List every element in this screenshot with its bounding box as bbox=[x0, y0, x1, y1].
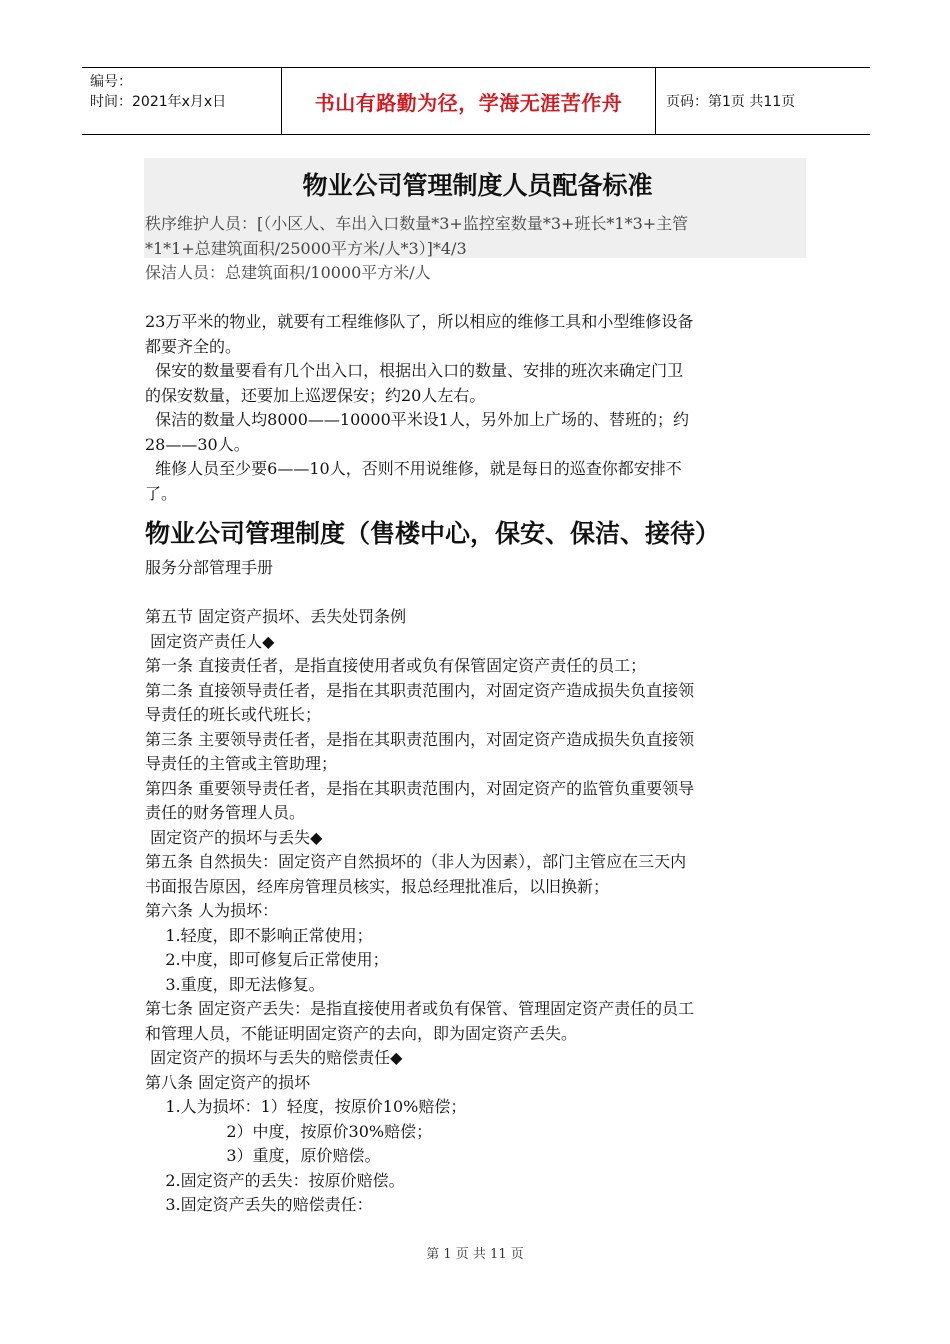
page-footer: 第 1 页 共 11 页 bbox=[426, 1247, 524, 1262]
document-body bbox=[145, 160, 810, 1218]
list-item: 1.轻度，即不影响正常使用； bbox=[145, 925, 373, 945]
article-line: 第七条 固定资产丢失：是指直接使用者或负有保管、管理固定资产责任的员工 bbox=[145, 999, 695, 1018]
page-title: 物业公司管理制度人员配备标准 bbox=[302, 171, 653, 200]
paragraph-line: 保洁的数量人均8000——10000平米设1人，另外加上广场的、替班的；约 bbox=[145, 410, 689, 429]
article-line: 第二条 直接领导责任者，是指在其职责范围内，对固定资产造成损失负直接领 bbox=[145, 680, 695, 700]
security-formula-line-2: *1*1+总建筑面积/25000平方米/人*3）]*4/3 bbox=[145, 238, 467, 258]
list-item: 2）中度，按原价30%赔偿； bbox=[145, 1121, 433, 1141]
section-heading: 第五节 固定资产损坏、丢失处罚条例 bbox=[145, 607, 407, 626]
doc-number-label: 编号： bbox=[90, 74, 132, 90]
subheading: 固定资产的损坏与丢失的赔偿责任◆ bbox=[145, 1048, 403, 1067]
list-item: 1.人为损坏：1）轻度，按原价10%赔偿； bbox=[145, 1097, 467, 1116]
page-header bbox=[82, 67, 870, 135]
list-item: 2.中度，即可修复后正常使用； bbox=[145, 950, 389, 969]
paragraph-line: 的保安数量，还要加上巡逻保安；约20人左右。 bbox=[145, 385, 486, 405]
header-meta bbox=[82, 68, 282, 134]
section-title: 物业公司管理制度（售楼中心，保安、保洁、接待） bbox=[145, 519, 721, 548]
paragraph-line: 保安的数量要看有几个出入口，根据出入口的数量、安排的班次来确定门卫 bbox=[145, 361, 684, 380]
article-line: 第三条 主要领导责任者，是指在其职责范围内，对固定资产造成损失负直接领 bbox=[145, 729, 695, 749]
article-line: 第五条 自然损失：固定资产自然损坏的（非人为因素），部门主管应在三天内 bbox=[145, 852, 687, 871]
list-item: 2.固定资产的丢失：按原价赔偿。 bbox=[145, 1170, 405, 1190]
header-page-info: 页码：第1页 共11页 bbox=[666, 94, 796, 110]
subheading: 固定资产责任人◆ bbox=[145, 631, 275, 651]
article-line: 书面报告原因，经库房管理员核实，报总经理批准后，以旧换新； bbox=[145, 876, 610, 896]
list-item: 3.重度，即无法修复。 bbox=[145, 974, 325, 994]
article-line: 和管理人员，不能证明固定资产的去向，即为固定资产丢失。 bbox=[145, 1023, 578, 1043]
article-line: 第四条 重要领导责任者，是指在其职责范围内，对固定资产的监管负重要领导 bbox=[145, 778, 695, 798]
article-line: 第八条 固定资产的损坏 bbox=[145, 1072, 311, 1092]
blank-line bbox=[145, 286, 810, 311]
paragraph-line: 了。 bbox=[145, 483, 178, 503]
security-formula-line-1: 秩序维护人员：[（小区人、车出入口数量*3+监控室数量*3+班长*1*3+主管 bbox=[145, 214, 689, 233]
subheading: 固定资产的损坏与丢失◆ bbox=[145, 827, 323, 847]
paragraph-line: 23万平米的物业，就要有工程维修队了，所以相应的维修工具和小型维修设备 bbox=[145, 312, 694, 331]
paragraph-line: 都要齐全的。 bbox=[145, 336, 242, 356]
paragraph-line: 维修人员至少要6——10人，否则不用说维修，就是每日的巡查你都安排不 bbox=[145, 459, 682, 478]
blank-line bbox=[145, 581, 810, 606]
article-line: 第一条 直接责任者，是指直接使用者或负有保管固定资产责任的员工； bbox=[145, 656, 647, 675]
article-line: 第六条 人为损坏： bbox=[145, 901, 279, 920]
subtitle: 服务分部管理手册 bbox=[145, 558, 274, 577]
paragraph-line: 28——30人。 bbox=[145, 434, 250, 454]
article-line: 导责任的主管或主管助理； bbox=[145, 754, 338, 773]
header-motto: 书山有路勤为径，学海无涯苦作舟 bbox=[282, 68, 656, 134]
cleaning-formula: 保洁人员：总建筑面积/10000平方米/人 bbox=[145, 263, 431, 282]
list-item: 3.固定资产丢失的赔偿责任： bbox=[145, 1195, 373, 1214]
date-line: 时间：2021年x月x日 bbox=[90, 94, 227, 110]
article-line: 责任的财务管理人员。 bbox=[145, 803, 306, 822]
article-line: 导责任的班长或代班长； bbox=[145, 705, 322, 724]
list-item: 3）重度，原价赔偿。 bbox=[145, 1146, 381, 1165]
